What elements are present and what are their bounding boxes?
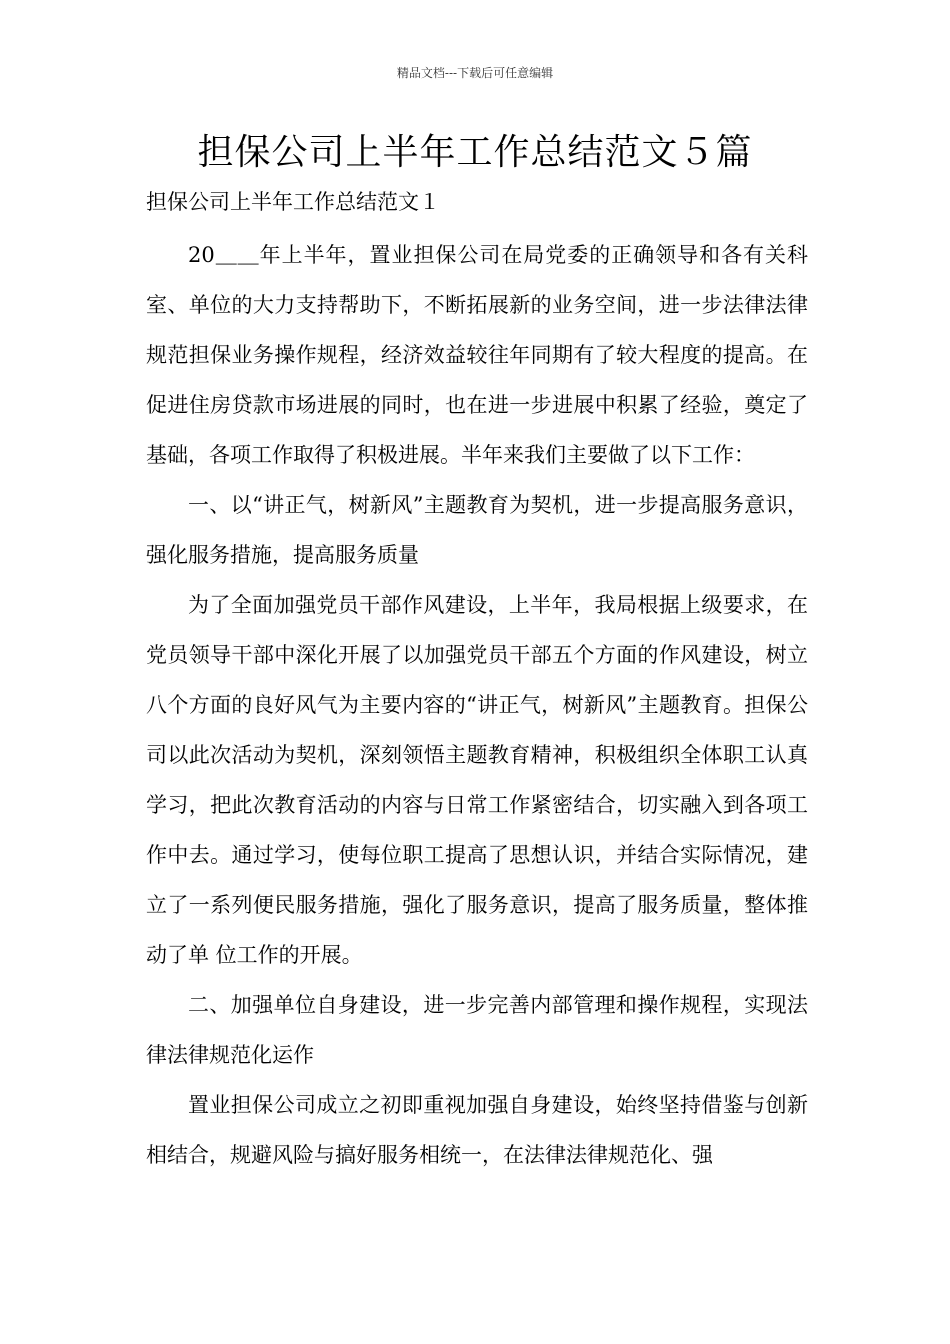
paragraph: 为了全面加强党员干部作风建设，上半年，我局根据上级要求，在党员领导干部中深化开展了以加强党员干部五个方面的作风建设，树立八个方面的良好风气为主要内容的“讲正气，树新风”主题教育。担保公司以此次活动为契机，深刻领悟主题教育精神，积极组织全体职工认真学习，把此次教育活动的内容与日常工作紧密结合，切实融入到各项工作中去。通过学习，使每位职工提高了思想认识，并结合实际情况，建立了一系列便民服务措施，强化了服务意识，提高了服务质量，整体推动了单 位工作的开展。 — [146, 593, 808, 967]
header-note: 精品文档---下载后可任意编辑 — [396, 66, 554, 80]
paragraph: 20＿＿年上半年，置业担保公司在局党委的正确领导和各有关科室、单位的大力支持帮助下，不断拓展新的业务空间，进一步法律法律规范担保业务操作规程，经济效益较往年同期有了较大程度的提高。在促进住房贷款市场进展的同时，也在进一步进展中积累了经验，奠定了基础，各项工作取得了积极进展。半年来我们主要做了以下工作： — [146, 243, 808, 467]
section-heading: 一、以“讲正气，树新风”主题教育为契机，进一步提高服务意识，强化服务措施，提高服务质量 — [146, 493, 808, 567]
body-text — [146, 230, 808, 1180]
document-title: 担保公司上半年工作总结范文５篇 — [197, 132, 753, 173]
section-subtitle: 担保公司上半年工作总结范文１ — [146, 190, 440, 214]
paragraph: 置业担保公司成立之初即重视加强自身建设，始终坚持借鉴与创新相结合，规避风险与搞好服务相统一，在法律法律规范化、强 — [146, 1093, 808, 1167]
section-heading: 二、加强单位自身建设，进一步完善内部管理和操作规程，实现法律法律规范化运作 — [146, 993, 808, 1067]
